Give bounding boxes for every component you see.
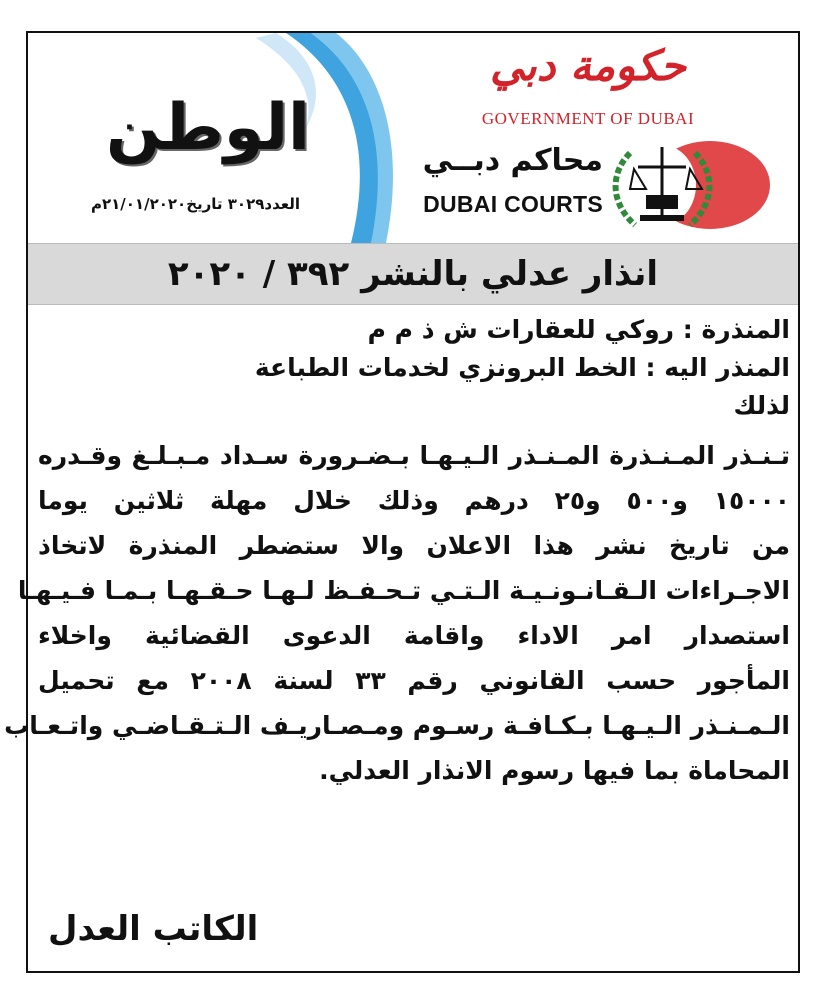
paragraph-line: المحاماة بما فيها رسوم الانذار العدلي. xyxy=(319,756,790,785)
notified-party-line: المنذر اليه : الخط البرونزي لخدمات الطباعة xyxy=(254,353,790,382)
issue-date-line: العدد٣٠٢٩ تاريخ٢١/٠١/٢٠٢٠م xyxy=(90,195,300,213)
paragraph-line: الـمـنـذر الـيـهـا بـكـافـة رسـوم ومـصـاريـف الـتـقـاضـي واتـعـاب xyxy=(4,711,790,740)
newspaper-logo: الوطن xyxy=(106,91,310,165)
header xyxy=(28,33,798,243)
government-name-arabic: حكومة دبي xyxy=(490,41,686,90)
notice-title: انذار عدلي بالنشر ٣٩٢ / ٢٠٢٠ xyxy=(167,254,659,294)
notice-body xyxy=(4,311,790,793)
therefore-line: لذلك xyxy=(733,391,790,420)
paragraph-line: تـنـذر المـنـذرة المـنـذر الـيـهـا بـضـرورة سـداد مـبـلـغ وقـدره xyxy=(38,441,790,470)
notifier-line: المنذرة : روكي للعقارات ش ذ م م xyxy=(367,315,790,344)
paragraph-line: ١٥٠٠٠ و٥٠٠ و٢٥ درهم وذلك خلال مهلة ثلاثين يوما xyxy=(38,486,790,515)
courts-name-arabic: محاكم دبــي xyxy=(422,143,603,178)
government-name-english: GOVERNMENT OF DUBAI xyxy=(481,109,695,128)
dubai-courts-emblem-icon xyxy=(600,133,770,233)
paragraph-line: المأجور حسب القانوني رقم ٣٣ لسنة ٢٠٠٨ مع تحميل xyxy=(38,666,790,695)
paragraph-line: من تاريخ نشر هذا الاعلان والا ستضطر المنذرة لاتخاذ xyxy=(38,531,790,560)
notice-frame xyxy=(4,31,800,973)
paragraph-line: الاجـراءات الـقـانـونـيـة الـتـي تـحـفـظ لـهـا حـقـهـا بـمـا فـيـهـا xyxy=(17,576,790,605)
notary-signature: الكاتب العدل xyxy=(48,909,259,949)
courts-name-english: DUBAI COURTS xyxy=(423,191,603,217)
notice-paragraph xyxy=(4,433,790,793)
paragraph-line: استصدار امر الاداء واقامة الدعوى القضائية واخلاء xyxy=(38,621,790,650)
notice-title-bar xyxy=(28,243,798,305)
